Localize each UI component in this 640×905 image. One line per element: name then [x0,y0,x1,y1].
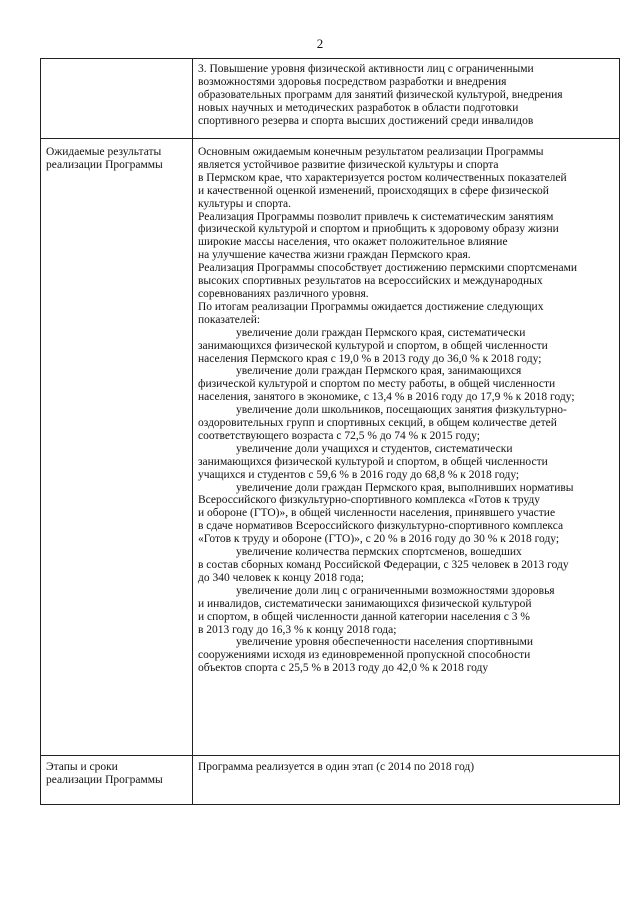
text-line: культуры и спорта. [198,197,291,210]
label-line: Ожидаемые результаты [46,146,162,158]
text-line: широкие массы населения, что окажет положительное влияние [198,236,508,249]
text-line: увеличение доли школьников, посещающих занятия физкультурно- [236,404,567,417]
text-line: занимающихся физической культурой и спортом, в общей численности [198,455,548,468]
table-row [41,139,620,756]
text-line: образовательных программ для занятий физической культурой, внедрения [198,88,563,101]
text-line: новых научных и методических разработок в области подготовки [198,101,519,114]
text-line: спортивного резерва и спорта высших достижений среди инвалидов [198,114,534,127]
text-line: Реализация Программы способствует достижению пермскими спортсменами [198,262,578,275]
text-line: «Готов к труду и обороне (ГТО)», с 20 % в 2016 году до 30 % к 2018 году; [198,533,560,546]
text-line: увеличение доли граждан Пермского края, систематически [236,326,526,339]
text-line: возможностями здоровья посредством разработки и внедрения [198,75,507,88]
text-line: и инвалидов, систематически занимающихся физической культурой [198,597,532,610]
row-content [193,59,620,139]
text-line: увеличение доли граждан Пермского края, выполнивших нормативы [236,481,574,494]
row-content [193,756,620,805]
label-line: реализации Программы [46,158,163,171]
text-line: и обороне (ГТО)», в общей численности населения, принявшего участие [198,507,556,520]
table-row [41,59,620,139]
text-line: увеличение количества пермских спортсменов, вошедших [236,546,522,559]
text-line: в сдаче нормативов Всероссийского физкультурно-спортивного комплекса [198,520,564,533]
text-line: занимающихся физической культурой и спортом, в общей численности [198,339,548,352]
text-line: объектов спорта с 25,5 % в 2013 году до 42,0 % к 2018 году [198,662,489,675]
text-line: физической культурой и спортом по месту работы, в общей численности [198,378,556,391]
text-line: населения, занятого в экономике, с 13,4 % в 2016 году до 17,9 % к 2018 году; [198,391,575,404]
text-line: является устойчивое развитие физической культуры и спорта [198,158,499,171]
text-line: соответствующего возраста с 72,5 % до 74 % к 2015 году; [198,429,480,442]
text-line: Основным ожидаемым конечным результатом реализации Программы [198,146,544,158]
table-row [41,756,620,805]
row-label [41,139,193,756]
text-line: По итогам реализации Программы ожидается достижение следующих [198,300,544,313]
text-line: увеличение доли лиц с ограниченными возможностями здоровья [236,584,555,597]
text-line: Реализация Программы позволит привлечь к систематическим занятиям [198,210,554,223]
text-line: сооружениями исходя из единовременной пропускной способности [198,649,531,662]
row-label [41,756,193,805]
text-line: оздоровительных групп и спортивных секций, в общем количестве детей [198,417,557,430]
text-line: высоких спортивных результатов на всероссийских и международных [198,275,543,288]
page-number: 2 [316,36,324,51]
row-label [41,59,193,139]
text-line: физической культурой и спортом и приобщить к здоровому образу жизни [198,223,559,236]
text-line: соревнованиях различного уровня. [198,287,369,300]
text-line: и спортом, в общей численности данной категории населения с 3 % [198,610,530,623]
text-line: 3. Повышение уровня физической активности лиц с ограниченными [198,63,534,75]
label-line: Этапы и сроки [46,761,118,773]
text-line: Всероссийского физкультурно-спортивного комплекса «Готов к труду [198,494,540,507]
text-line: и качественной оценкой изменений, происходящих в сфере физической [198,184,549,197]
text-line: до 340 человек к концу 2018 года; [198,571,364,584]
program-passport-table [40,58,620,805]
text-line: увеличение уровня обеспеченности населения спортивными [236,636,534,649]
text-line: увеличение доли учащихся и студентов, систематически [236,442,513,455]
text-line: в 2013 году до 16,3 % к концу 2018 года; [198,623,397,636]
row-content [193,139,620,756]
text-line: Программа реализуется в один этап (с 2014 по 2018 год) [198,761,475,773]
text-line: показателей: [198,313,261,326]
text-line: в Пермском крае, что характеризуется ростом количественных показателей [198,171,567,184]
label-line: реализации Программы [46,773,163,786]
text-line: населения Пермского края с 19,0 % в 2013 году до 36,0 % к 2018 году; [198,352,542,365]
text-line: учащихся и студентов с 59,6 % в 2016 году до 68,8 % к 2018 году; [198,468,520,481]
text-line: в состав сборных команд Российской Федерации, с 325 человек в 2013 году [198,559,569,571]
text-line: на улучшение качества жизни граждан Пермского края. [198,249,471,262]
text-line: увеличение доли граждан Пермского края, занимающихся [236,365,522,378]
